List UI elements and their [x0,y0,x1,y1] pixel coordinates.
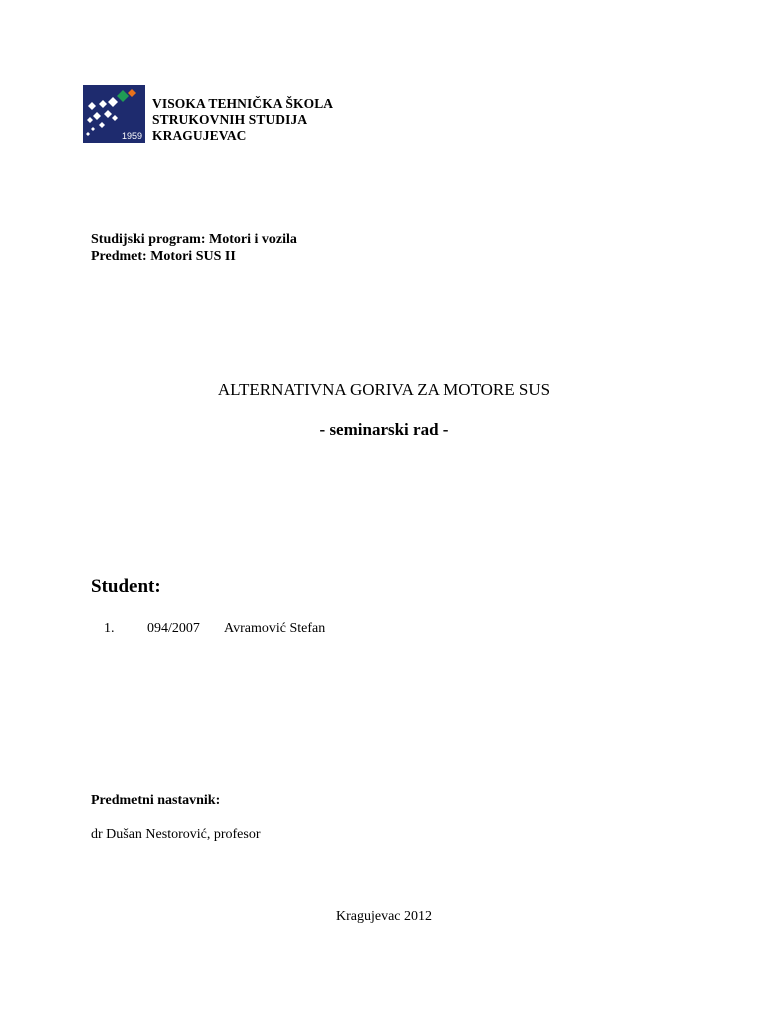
school-name-line: STRUKOVNIH STUDIJA [152,112,308,127]
mentor-name: dr Dušan Nestorović, profesor [91,827,261,842]
mentor-heading: Predmetni nastavnik: [91,793,221,808]
school-logo [83,85,145,143]
student-number: 1. [104,621,115,636]
document-title: ALTERNATIVNA GORIVA ZA MOTORE SUS [217,380,551,399]
student-name: Avramović Stefan [224,621,326,636]
school-name-line: VISOKA TEHNIČKA ŠKOLA [152,96,334,111]
subject: Predmet: Motori SUS II [91,249,236,264]
place-date: Kragujevac 2012 [335,909,433,924]
student-index: 094/2007 [147,621,200,636]
program-info [91,231,297,265]
study-program: Studijski program: Motori i vozila [91,232,297,247]
student-heading: Student: [91,576,161,597]
school-name [152,96,333,144]
logo-year: 1959 [121,131,142,141]
school-name-line: KRAGUJEVAC [152,128,247,143]
document-subtitle: - seminarski rad - [319,420,449,439]
